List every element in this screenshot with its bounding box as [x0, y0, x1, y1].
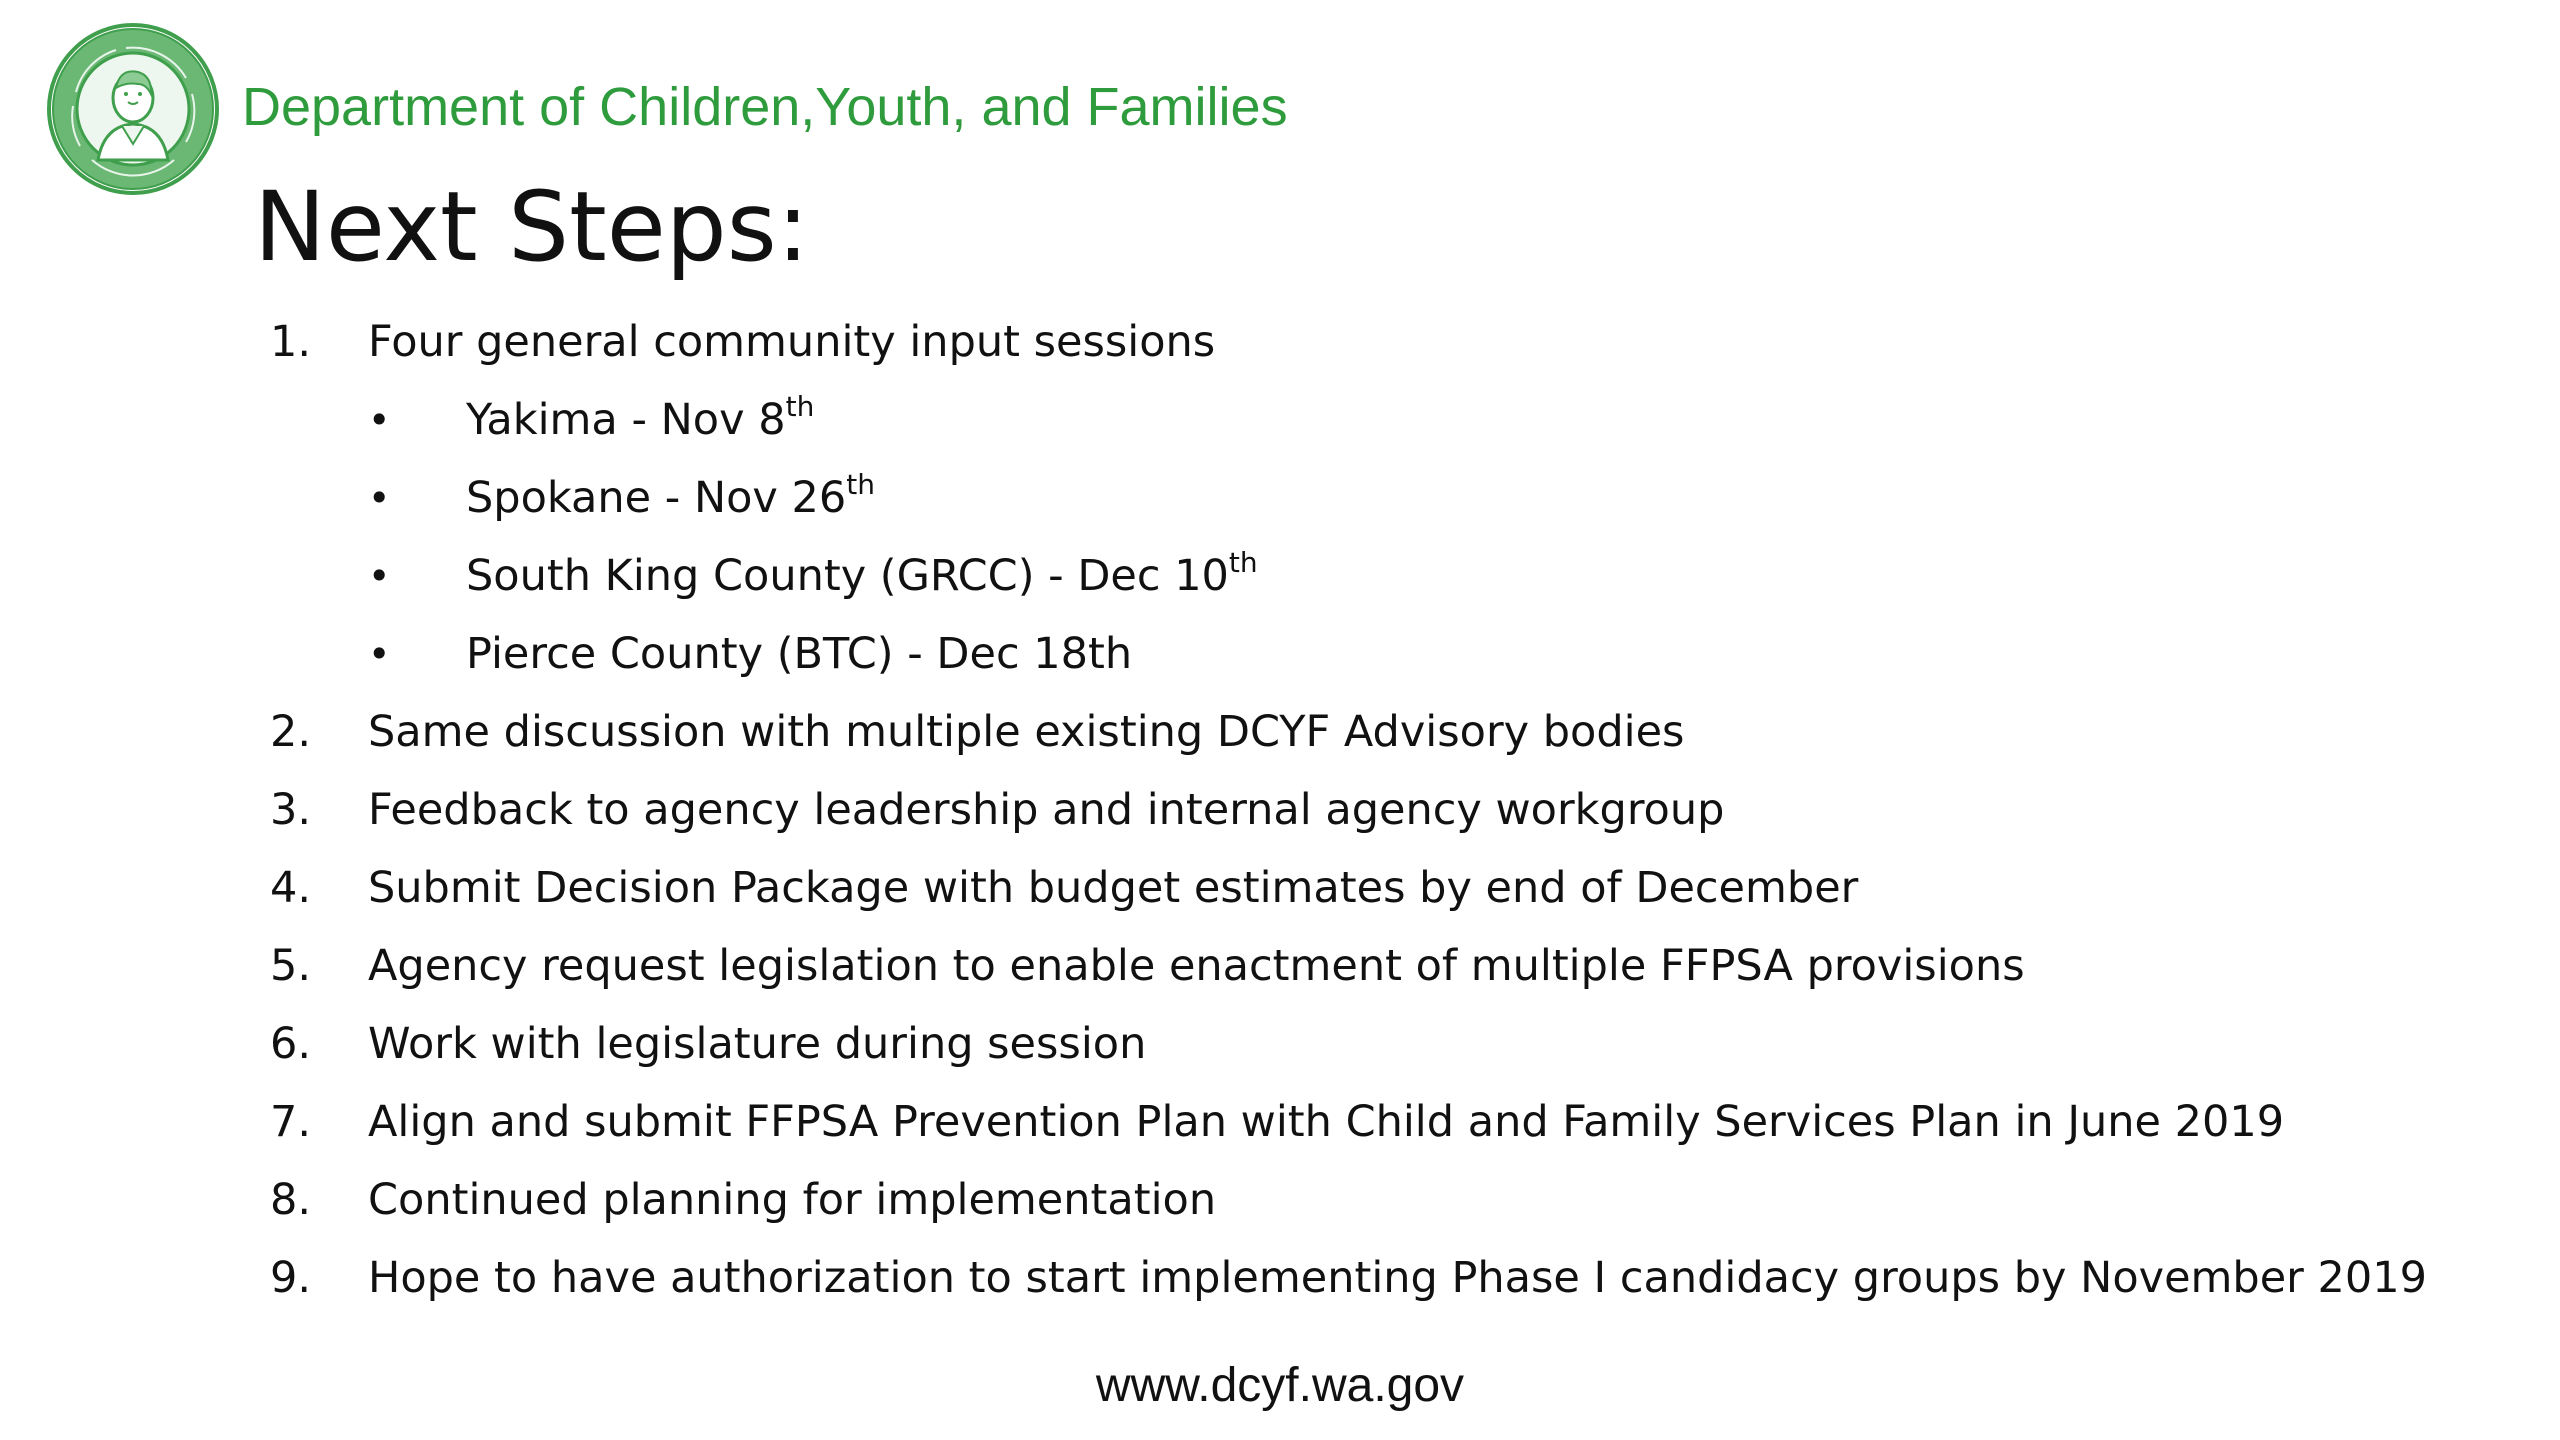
footer-url: www.dcyf.wa.gov	[1095, 1359, 1465, 1412]
step-text: Same discussion with multiple existing DCYF Advisory bodies	[368, 707, 1685, 757]
step-number: 8.	[270, 1175, 312, 1225]
ordinal-suffix: th	[846, 468, 875, 501]
step-text: Continued planning for implementation	[368, 1175, 1217, 1225]
step-number: 3.	[270, 785, 312, 835]
ordinal-suffix: th	[1228, 546, 1258, 579]
step-text: Work with legislature during session	[368, 1019, 1147, 1069]
session-text: Yakima - Nov 8th	[466, 390, 815, 445]
step-number: 6.	[270, 1019, 312, 1069]
step-number: 4.	[270, 863, 312, 913]
ordinal-suffix: th	[785, 390, 815, 423]
bullet-icon: •	[368, 554, 391, 598]
step-text: Four general community input sessions	[368, 317, 1216, 367]
slide-title: Next Steps:	[254, 171, 810, 283]
step-text: Align and submit FFPSA Prevention Plan with Child and Family Services Plan in June 2019	[368, 1097, 2285, 1147]
bullet-icon: •	[368, 398, 391, 442]
department-name: Department of Children,Youth, and Families	[242, 77, 1288, 137]
session-text: South King County (GRCC) - Dec 10th	[466, 546, 1258, 601]
bullet-icon: •	[368, 632, 391, 676]
step-number: 9.	[270, 1253, 312, 1303]
slide-header	[46, 22, 1288, 196]
step-number: 2.	[270, 707, 312, 757]
step-text: Hope to have authorization to start implementing Phase I candidacy groups by November 2019	[368, 1253, 2427, 1303]
washington-state-seal-icon	[46, 22, 220, 196]
step-text: Submit Decision Package with budget estimates by end of December	[368, 863, 1859, 913]
step-number: 5.	[270, 941, 312, 991]
step-text: Agency request legislation to enable enactment of multiple FFPSA provisions	[368, 941, 2025, 991]
step-text: Feedback to agency leadership and internal agency workgroup	[368, 785, 1725, 835]
session-text: Spokane - Nov 26th	[466, 468, 875, 523]
step-number: 7.	[270, 1097, 312, 1147]
session-text: Pierce County (BTC) - Dec 18th	[466, 629, 1133, 679]
bullet-icon: •	[368, 476, 391, 520]
step-number: 1.	[270, 317, 312, 367]
